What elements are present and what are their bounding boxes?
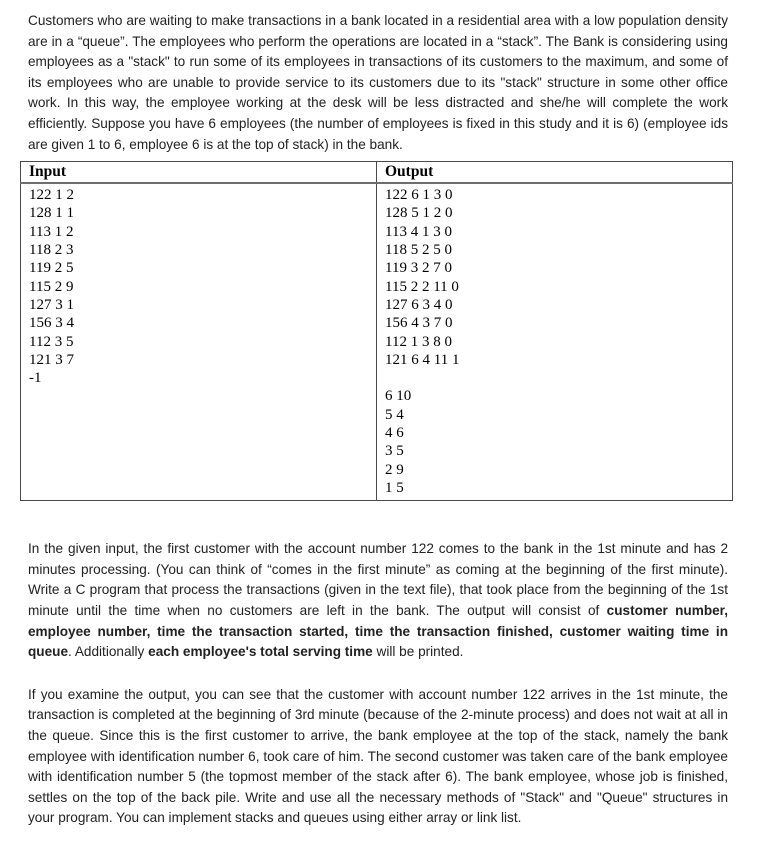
output-transaction-line: 119 3 2 7 0 (385, 260, 452, 277)
task-paragraph-bold-text: each employee's total serving time (148, 644, 373, 660)
output-transaction-line: 122 6 1 3 0 (385, 187, 453, 204)
output-column-header: Output (377, 162, 733, 184)
input-line: 118 2 3 (29, 242, 74, 259)
io-table-body-row (21, 183, 733, 501)
io-table (20, 161, 733, 501)
output-transaction-line: 156 4 3 7 0 (385, 315, 453, 332)
output-transaction-line: 121 6 4 11 1 (385, 351, 460, 368)
output-total-line: 3 5 (385, 443, 404, 460)
input-column-header: Input (21, 162, 377, 184)
input-line: 113 1 2 (29, 223, 74, 240)
input-line: 127 3 1 (29, 296, 74, 313)
explanation-paragraph: If you examine the output, you can see that the customer with account number 122 arrives in the 1st minute, the transaction is completed at the beginning of 3rd minute (because of the 2-minute process) and does not wait at all in the queue. Since this is the first customer to arrive, the bank employee at the top of the stack, namely the bank employee with identification number 6, took care of him. The second customer was taken care of the bank employee with identification number 5 (the topmost member of the stack after 6). The bank employee, whose job is finished, settles on the top of the back pile. Write and use all the necessary methods of "Stack" and "Queue" structures in your program. You can implement stacks and queues using either array or link list. (28, 686, 728, 826)
output-transaction-line: 115 2 2 11 0 (385, 278, 459, 295)
input-line: 156 3 4 (29, 315, 74, 332)
input-line: 119 2 5 (29, 260, 74, 277)
output-transaction-line: 112 1 3 8 0 (385, 333, 452, 350)
output-transaction-line: 127 6 3 4 0 (385, 296, 453, 313)
output-transaction-line: 118 5 2 5 0 (385, 242, 452, 259)
input-line: -1 (29, 370, 42, 387)
input-line: 122 1 2 (29, 187, 74, 204)
output-total-line: 4 6 (385, 425, 404, 442)
output-blank-line (385, 369, 728, 387)
input-line: 121 3 7 (29, 351, 74, 368)
intro-paragraph: Customers who are waiting to make transactions in a bank located in a residential area with a low population density are in a “queue”. The employees who perform the operations are located in a “stack”. The Bank is considering using employees as a "stack" to run some of its employees in transactions of its customers to the maximum, and some of its employees who are unable to provide service to its customers due to its "stack" structure in some other office work. In this way, the employee working at the desk will be less distracted and she/he will complete the work efficiently. Suppose you have 6 employees (the number of employees is fixed in this study and it is 6) (employee ids are given 1 to 6, employee 6 is at the top of stack) in the bank. (28, 13, 728, 152)
input-line: 115 2 9 (29, 278, 74, 295)
output-total-line: 5 4 (385, 406, 404, 423)
input-line: 112 3 5 (29, 333, 74, 350)
output-total-line: 1 5 (385, 479, 404, 496)
output-total-line: 6 10 (385, 388, 412, 405)
task-paragraph (28, 539, 728, 663)
task-paragraph-text: . Additionally (68, 644, 149, 660)
io-table-header-row (21, 162, 733, 184)
output-total-line: 2 9 (385, 461, 404, 478)
output-transaction-line: 128 5 1 2 0 (385, 205, 453, 222)
output-transaction-line: 113 4 1 3 0 (385, 223, 452, 240)
input-cell (21, 183, 377, 501)
task-paragraph-text: In the given input, the first customer with the account number 122 comes to the bank in the 1st minute and has 2 minutes processing. (You can think of “comes in the first minute” as coming at the beginning of the first minute). Write a C program that process the transactions (given in the text file), that took place from the beginning of the 1st minute until the time when no customers are left in the bank. The output will consist of (28, 541, 728, 618)
task-paragraph-text: will be printed. (372, 644, 464, 660)
output-cell (377, 183, 733, 501)
task-paragraph-bold-text: customer number, employee number, time the transaction started, time the transaction finished, customer waiting time in queue (28, 602, 729, 660)
input-line: 128 1 1 (29, 205, 74, 222)
